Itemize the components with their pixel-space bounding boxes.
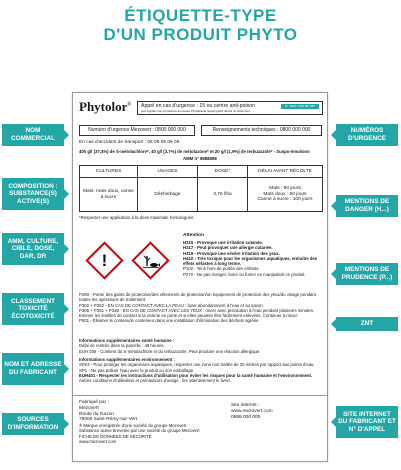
- table-header-row: [80, 166, 323, 178]
- tag-mentions-prudence: MENTIONS DE PRUDENCE (P...): [336, 263, 398, 285]
- tag-classement: CLASSEMENT TOXICITÉ ÉCOTOXICITÉ: [2, 293, 64, 325]
- tag-fabricant: NOM ET ADRESSE DU FABRICANT: [2, 353, 64, 385]
- hazard-statements: [183, 240, 323, 277]
- site-line: 0888 000 000: [231, 414, 261, 420]
- exclamation-icon: !: [101, 249, 108, 269]
- hazard-line: H315 - Provoque une irritation cutanée.: [183, 240, 263, 245]
- amm-number: AMM n° 8888888: [183, 156, 217, 161]
- manufacturer-website: www.mezovert.com: [79, 439, 117, 445]
- tag-site-internet: SITE INTERNET DU FABRICANT ET N° D'APPEL: [336, 406, 398, 438]
- table-header: DOSE*: [198, 166, 248, 178]
- precaution-line: P280 - Porter des gants de protection/des vêtements de protection/un équipement de protection des yeux/du visage pendant toutes les opérations de traitement.: [79, 292, 316, 303]
- table-header: CULTURES: [80, 166, 138, 178]
- precaution-line: P501 - Éliminer le contenu/le conteneur dans une installation d'élimination des déchets agréée.: [79, 318, 260, 324]
- tag-composition: COMPOSITION : SUBSTANCE(S) ACTIVE(S): [2, 178, 64, 210]
- site-block: [231, 403, 321, 420]
- urgent-number-box: Numéro d'urgence Mezovert : 0800 000 000: [79, 125, 195, 136]
- environment-info-line: SPe3 - Pour protéger les organismes aquatiques, respecter une zone non traitée de 20 mètres par rapport aux points d'eau.: [79, 362, 315, 368]
- health-info-title: Informations supplémentaires santé humaine :: [79, 338, 175, 343]
- manufacturer-line: Substance active brevetée par une société du groupe Mezovert: [79, 428, 200, 434]
- green-number-badge: N° VERT 0 800 887 887: [281, 104, 319, 109]
- health-info: [79, 338, 323, 354]
- health-info-line: Délai de rentrée dans la parcelle : 48 heures.: [79, 343, 165, 349]
- manufacturer-line: Fabriqué par :: [79, 400, 109, 405]
- title-line-2: D'UN PRODUIT PHYTO: [103, 25, 298, 44]
- tag-amm: AMM, CULTURE, CIBLE, DOSE, DAR, DR: [2, 233, 64, 265]
- tag-znt: ZNT: [336, 317, 398, 331]
- transport-emergency: En cas d'accident de transport : 06 06 06 06 06: [79, 140, 180, 145]
- usage-table: [79, 165, 323, 212]
- environment-info-line: SP1 - Ne pas polluer l'eau avec le produit ou son emballage.: [79, 367, 195, 373]
- table-cell: Désherbage: [138, 178, 198, 212]
- health-info-line: EUH 208 - Contient du S-métolachlore et du terbuzazole. Peut produire une réaction allergique.: [79, 348, 261, 354]
- table-cell: Maïs, maïs doux, canne à sucre: [80, 178, 138, 212]
- manufacturer-block: [79, 400, 219, 444]
- manufacturer-line: ® Marque enregistrée d'une société du groupe Mezovert: [79, 423, 187, 429]
- emergency-box: [137, 101, 323, 115]
- brand-name: Phytolor®: [79, 99, 132, 114]
- manufacturer-line: Route du Gazon: [79, 411, 114, 417]
- tech-info-box: Renseignements techniques : 0800 000 000: [201, 125, 322, 136]
- precaution-statements: [79, 292, 323, 324]
- environment-info-line: Autres conditions d'utilisation et précautions d'usage : lire attentivement le livret.: [79, 378, 231, 384]
- environment-info: [79, 357, 323, 383]
- divider: [73, 395, 327, 396]
- site-line: Site internet :: [231, 403, 260, 408]
- precaution-line: P305 + P351 + P338 - EN CAS DE CONTACT AVEC LES YEUX : rincer avec précaution à l'eau pendant plusieurs minutes. Enlever les lentilles de contact si la victime en porte et si elles peuvent être facilement enlevées. Continuer à rincer.: [79, 307, 315, 319]
- hazard-line: H410 - Très toxique pour les organismes aquatiques, entraîne des effets néfastes à long terme.: [183, 255, 318, 267]
- environment-info-title: Informations supplémentaires environnement :: [79, 357, 175, 362]
- tag-numeros-urgence: NUMÉROS D'URGENCE: [336, 124, 398, 146]
- hazard-line: P102 - Tenir hors de portée des enfants.: [183, 266, 260, 272]
- site-line: www.mezovert.com: [231, 408, 273, 414]
- hazard-line: P270 - Ne pas manger, boire ou fumer en manipulant ce produit.: [183, 271, 306, 277]
- table-cell: Maïs : 90 jours Maïs doux : 60 jours Canne à sucre : 100 jours: [248, 178, 323, 212]
- pictogram-environment: [129, 239, 173, 283]
- product-label: [72, 92, 328, 462]
- table-cell: 3,75 l/ha: [198, 178, 248, 212]
- table-header: DÉLAI AVANT RÉCOLTE: [248, 166, 323, 178]
- dose-note: *Respecter une application à la dose maximale homologuée.: [79, 215, 195, 220]
- precaution-line: P302 + P352 - EN CAS DE CONTACT AVEC LA PEAU : laver abondamment à l'eau et au savon.: [79, 302, 264, 308]
- dead-tree-fish-icon: [137, 246, 164, 273]
- signal-word: Attention: [183, 233, 205, 238]
- pictogram-exclamation: [83, 239, 127, 283]
- table-header: USAGES: [138, 166, 198, 178]
- environment-info-line: EUH401 - Respecter les instructions d'utilisation pour éviter les risques pour la santé humaine et l'environnement.: [79, 372, 313, 378]
- title-line-1: ÉTIQUETTE-TYPE: [124, 6, 277, 25]
- manufacturer-line: Mezovert: [79, 405, 99, 411]
- tag-sources: SOURCES D'INFORMATION: [2, 413, 64, 435]
- manufacturer-line: 78000 Saint-Rémy-sur-Vert: [79, 417, 138, 423]
- emergency-subtext: puis signaler vos symptômes au réseau Phyt'attitude (appel gratuit depuis un poste fixe).: [141, 109, 251, 113]
- tag-nom-commercial: NOM COMMERCIAL: [2, 124, 64, 146]
- tag-mentions-danger: MENTIONS DE DANGER (H...): [336, 195, 398, 217]
- table-row: [80, 178, 323, 212]
- manufacturer-line: FICHE DE DONNÉES DE SÉCURITÉ: [79, 433, 152, 439]
- emergency-text: Appel en cas d'urgence : 15 ou centre anti-poison: [141, 103, 256, 109]
- hazard-line: H317 - Peut provoquer une allergie cutanée.: [183, 245, 273, 251]
- composition: 400 g/l (37,4%) de S-métolachlore*, 40 g/l (3,7%) de métolazone* et 20 g/l (1,9%) de terbuzazole* - Suspo-émulsion: [79, 149, 310, 154]
- hazard-line: H319 - Provoque une sévère irritation des yeux.: [183, 250, 280, 256]
